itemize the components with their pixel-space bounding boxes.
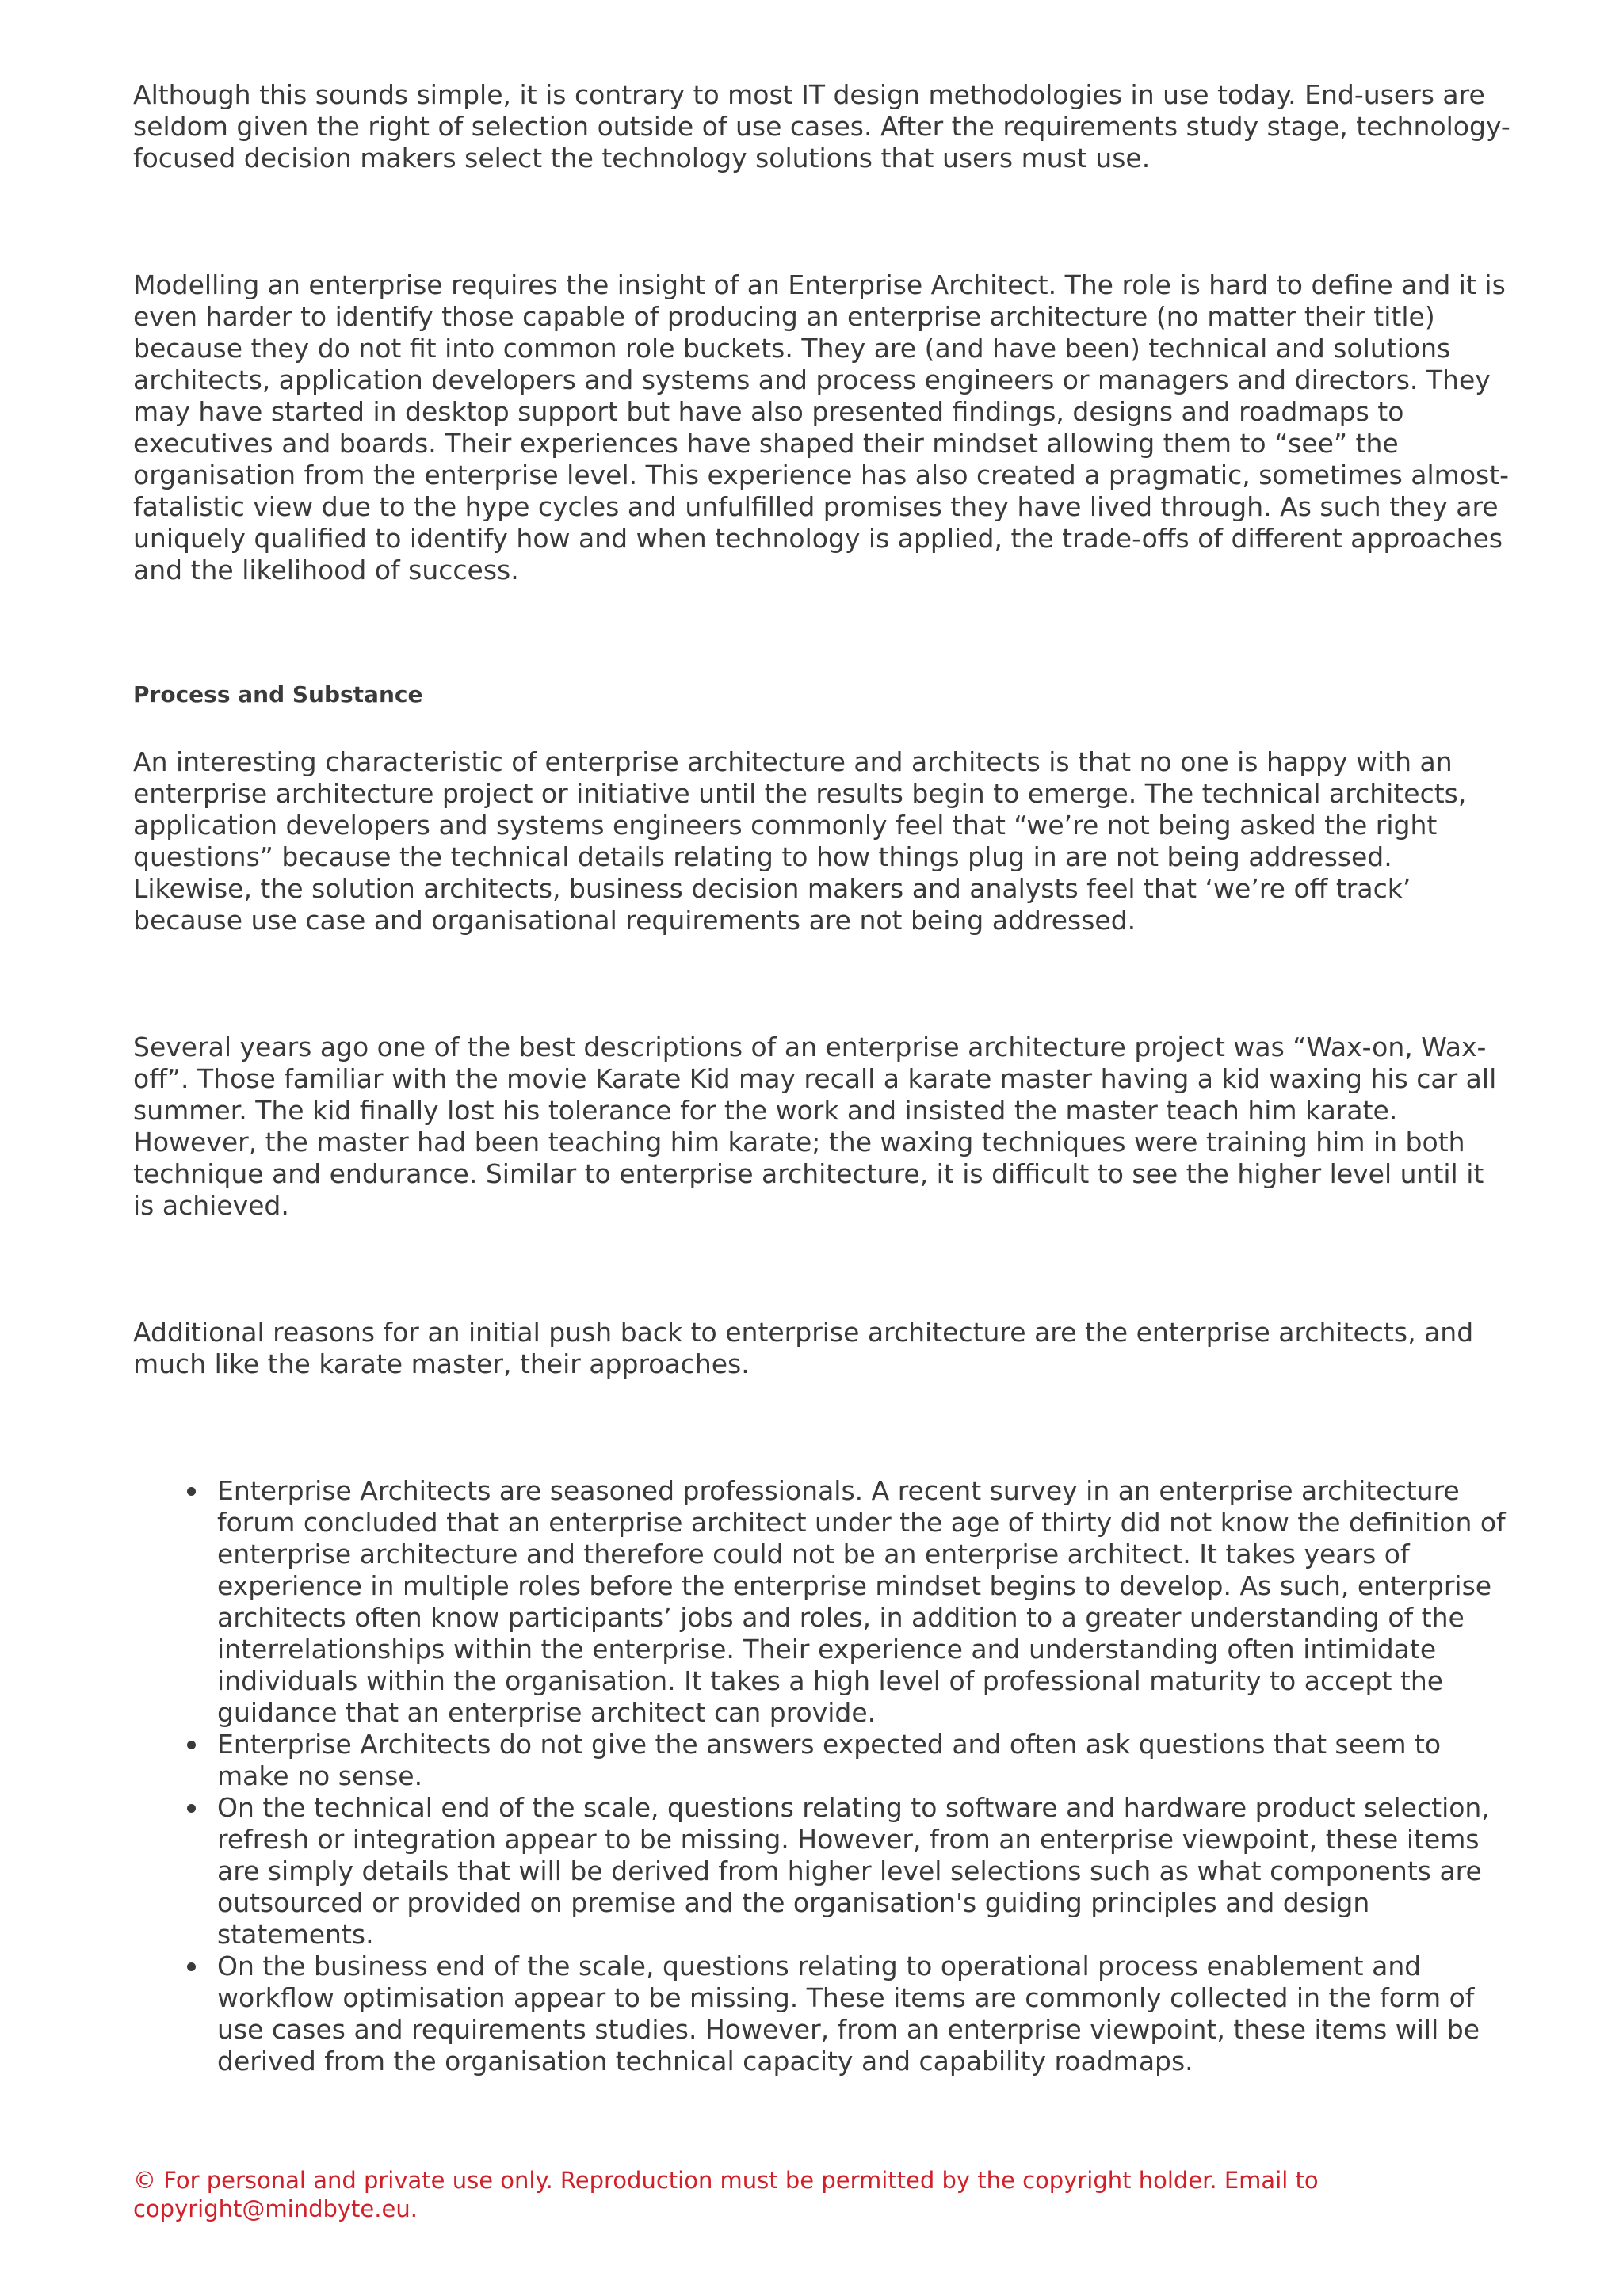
bullet-icon	[187, 1741, 196, 1749]
paragraph: Several years ago one of the best descriptions of an enterprise architecture project was “Wax-on, Wax-off”. Those familiar with the movie Karate Kid may recall a karate master having a kid waxing his car all summer. The kid finally lost his tolerance for the work and insisted the master teach him karate. However, the master had been teaching him karate; the waxing techniques were training him in both technique and endurance. Similar to enterprise architecture, it is difficult to see the higher level until it is achieved.	[133, 1032, 1497, 1221]
list-item	[217, 1792, 1512, 1951]
list-item	[217, 1729, 1512, 1792]
paragraph: An interesting characteristic of enterprise architecture and architects is that no one is happy with an enterprise architecture project or initiative until the results begin to emerge. The technical architects, application developers and systems engineers commonly feel that “we’re not being asked the right questions” because the technical details relating to how things plug in are not being addressed. Likewise, the solution architects, business decision makers and analysts feel that ‘we’re off track’ because use case and organisational requirements are not being addressed.	[133, 746, 1467, 936]
document-body	[133, 79, 1512, 2077]
bullet-icon	[187, 1487, 196, 1496]
bullet-icon	[187, 1962, 196, 1971]
list-item	[217, 1475, 1512, 1729]
list-item-text: On the technical end of the scale, questions relating to software and hardware product selection, refresh or integration appear to be missing. However, from an enterprise viewpoint, these items are simply details that will be derived from higher level selections such as what components are outsourced or provided on premise and the organisation's guiding principles and design statements.	[217, 1792, 1490, 1950]
paragraph: Additional reasons for an initial push back to enterprise architecture are the enterprise architects, and much like the karate master, their approaches.	[133, 1317, 1474, 1379]
section-heading: Process and Substance	[133, 681, 423, 707]
paragraph: Although this sounds simple, it is contrary to most IT design methodologies in use today. End-users are seldom given the right of selection outside of use cases. After the requirements study stage, technology-focused decision makers select the technology solutions that users must use.	[133, 79, 1510, 174]
bullet-list	[133, 1475, 1512, 2077]
copyright-notice: © For personal and private use only. Reproduction must be permitted by the copyright holder. Email to copyright@mindbyte.eu.	[133, 2167, 1319, 2222]
list-item-text: Enterprise Architects do not give the answers expected and often ask questions that seem to make no sense.	[217, 1729, 1442, 1791]
list-item	[217, 1951, 1512, 2077]
paragraph: Modelling an enterprise requires the insight of an Enterprise Architect. The role is hard to define and it is even harder to identify those capable of producing an enterprise architecture (no matter their title) because they do not fit into common role buckets. They are (and have been) technical and solutions architects, application developers and systems and process engineers or managers and directors. They may have started in desktop support but have also presented findings, designs and roadmaps to executives and boards. Their experiences have shaped their mindset allowing them to “see” the organisation from the enterprise level. This experience has also created a pragmatic, sometimes almost-fatalistic view due to the hype cycles and unfulfilled promises they have lived through. As such they are uniquely qualified to identify how and when technology is applied, the trade-offs of different approaches and the likelihood of success.	[133, 269, 1510, 585]
list-item-text: Enterprise Architects are seasoned professionals. A recent survey in an enterprise architecture forum concluded that an enterprise architect under the age of thirty did not know the definition of enterprise architecture and therefore could not be an enterprise architect. It takes years of experience in multiple roles before the enterprise mindset begins to develop. As such, enterprise architects often know participants’ jobs and roles, in addition to a greater understanding of the interrelationships within the enterprise. Their experience and understanding often intimidate individuals within the organisation. It takes a high level of professional maturity to accept the guidance that an enterprise architect can provide.	[217, 1475, 1506, 1728]
bullet-icon	[187, 1804, 196, 1813]
list-item-text: On the business end of the scale, questions relating to operational process enablement and workflow optimisation appear to be missing. These items are commonly collected in the form of use cases and requirements studies. However, from an enterprise viewpoint, these items will be derived from the organisation technical capacity and capability roadmaps.	[217, 1951, 1480, 2077]
